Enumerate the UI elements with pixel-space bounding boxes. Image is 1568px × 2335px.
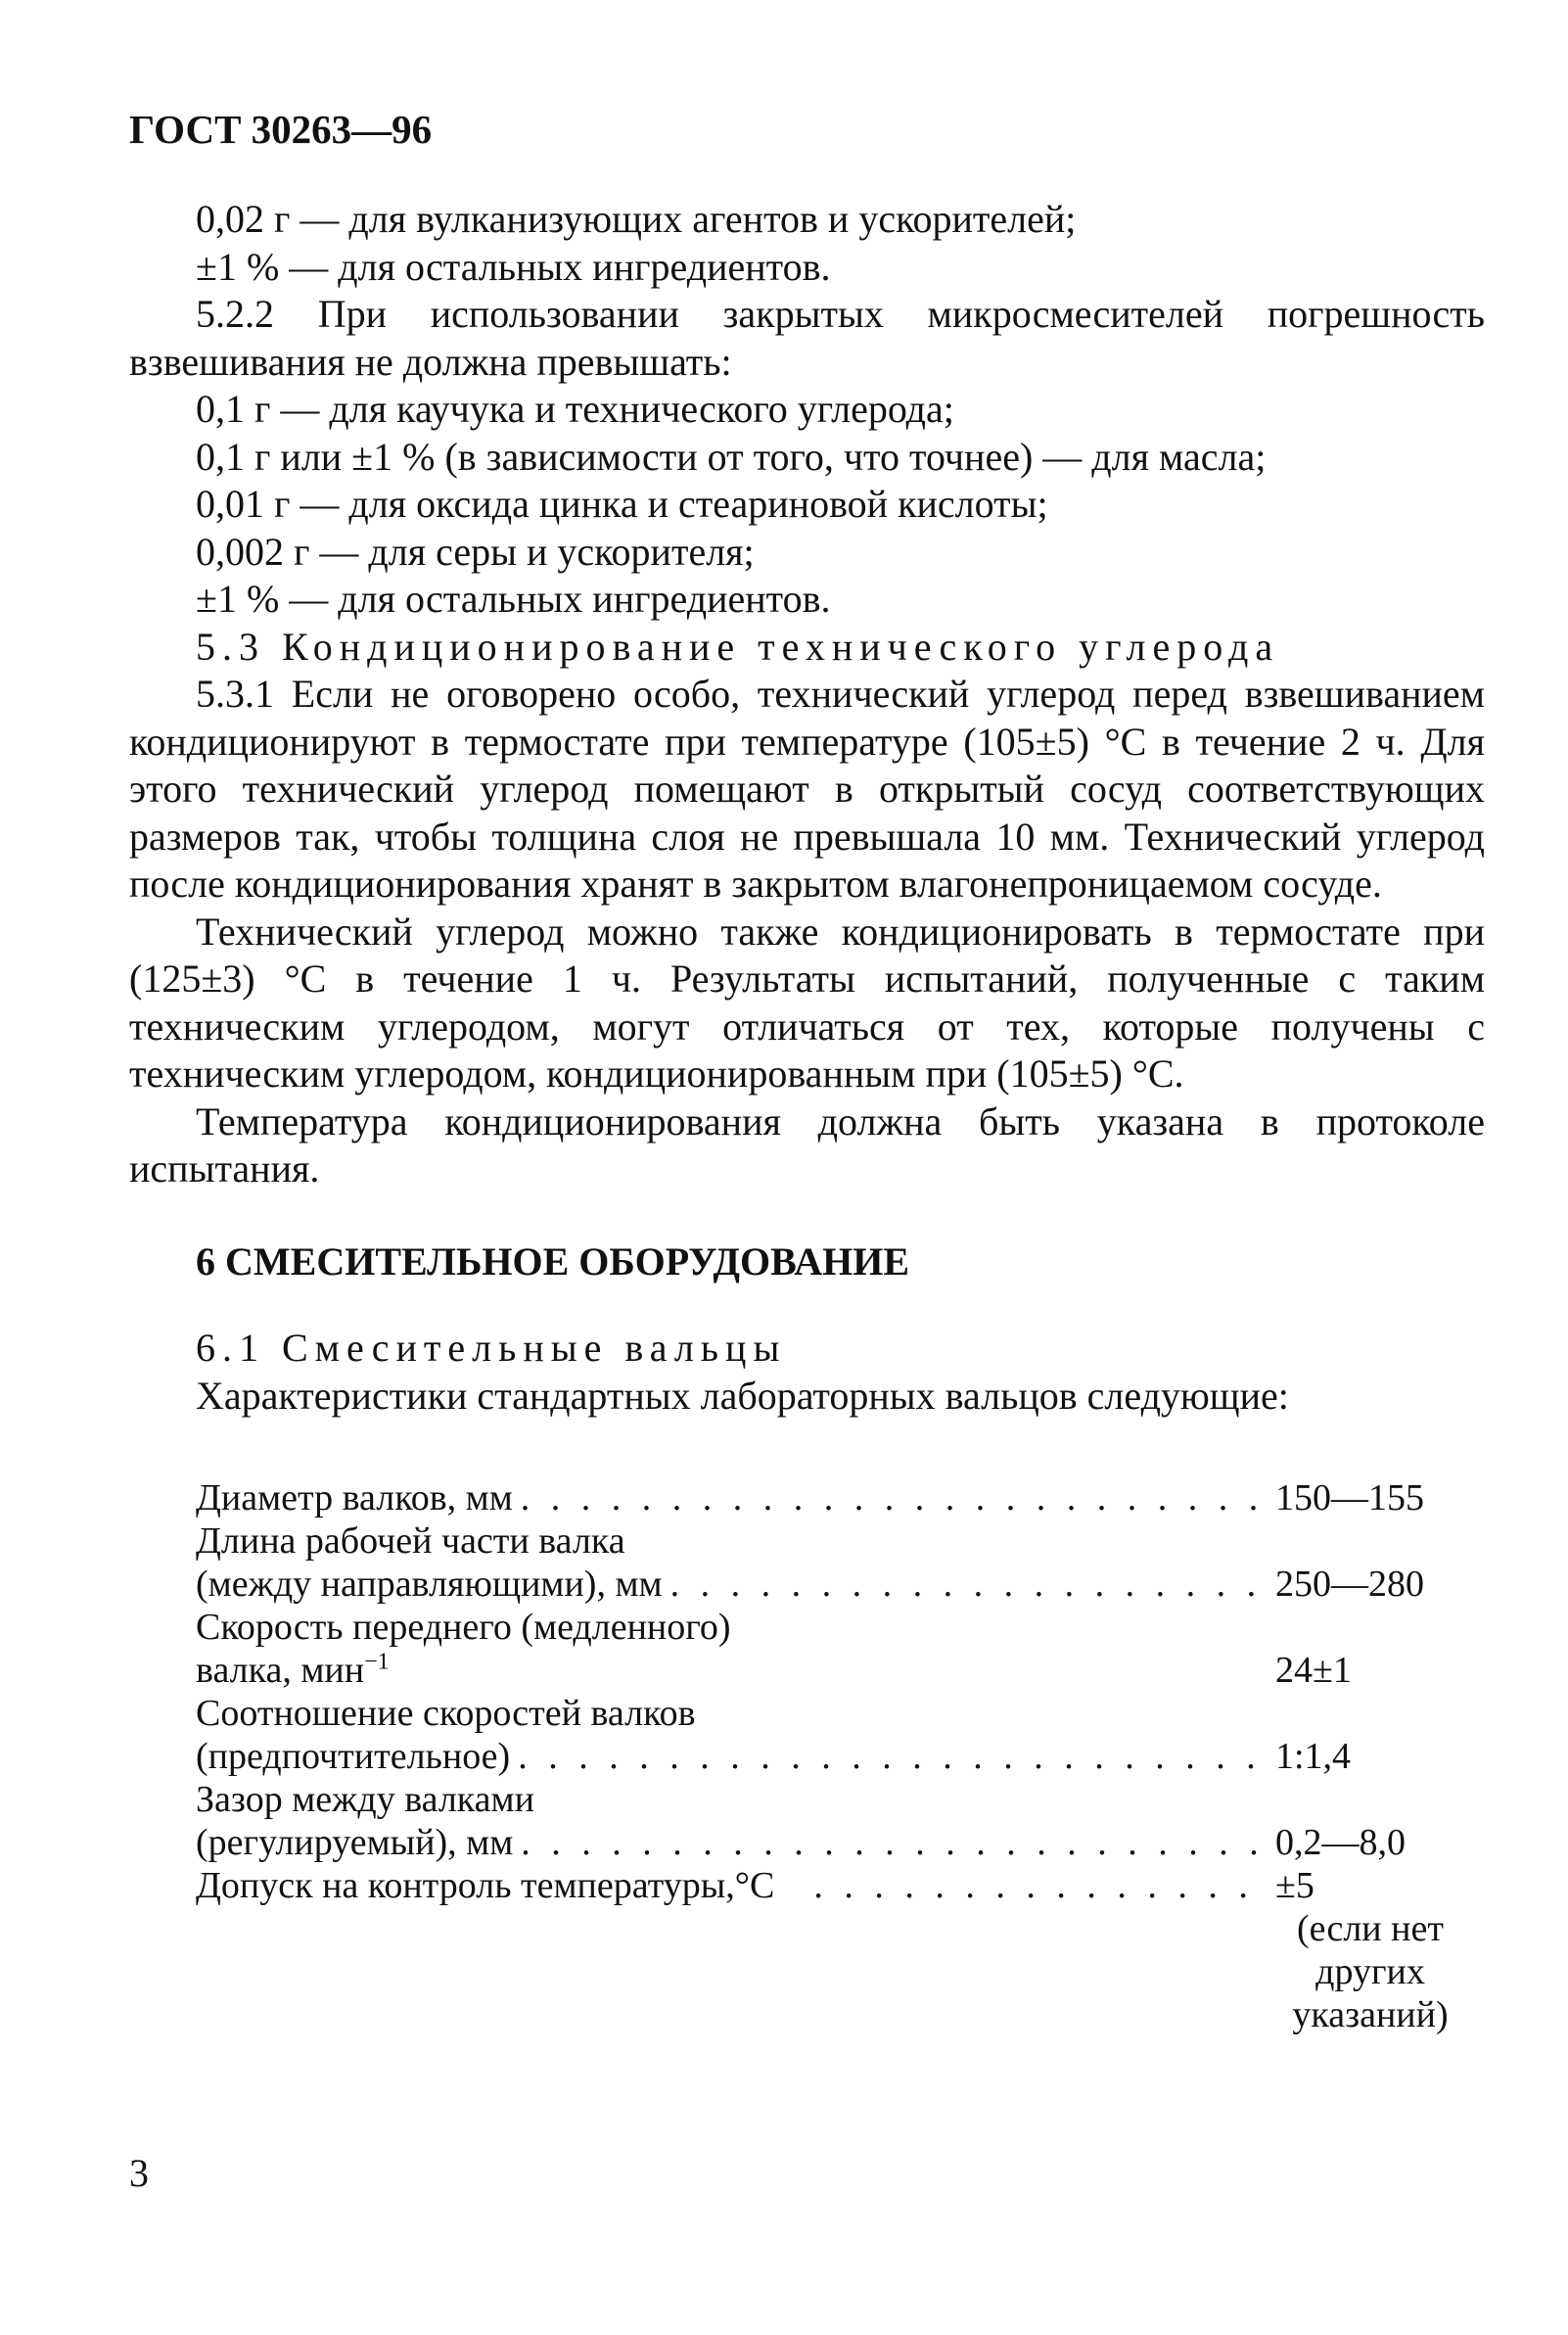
spec-row-length [196,1519,1447,1606]
text-line: 0,01 г — для оксида цинка и стеариновой кислоты; [196,482,1048,526]
page-number: 3 [129,2151,149,2195]
spec-value: 150—155 [1275,1477,1424,1518]
paragraph-5-3-1: 5.3.1 Если не оговорено особо, технический углерод перед взвешиванием кондиционируют в термостате при температуре (105±5) °С в течение 2 ч. Для этого технический углерод помещают в открытый сосуд соответствующих размеров так, чтобы толщина слоя не превышала 10 мм. Технический углерод после кондиционирования хранят в закрытом влагонепроницаемом сосуде. [129,672,1485,906]
spec-row-diameter [196,1476,1447,1519]
spec-label: (между направляющими), мм [196,1564,663,1605]
text-line: ±1 % — для остальных ингредиентов. [196,244,831,289]
spec-label: (предпочтительное) [196,1736,511,1777]
text-line: 0,02 г — для вулканизующих агентов и ускорителей; [196,197,1077,241]
spec-value: 250—280 [1275,1564,1424,1605]
paragraph-temperature: Температура кондиционирования должна быть указана в протоколе испытания. [129,1098,1485,1191]
spec-value: 24±1 [1275,1650,1352,1691]
spec-label: Длина рабочей части валка [196,1520,625,1562]
paragraph-alt-conditioning: Технический углерод можно также кондиционировать в термостате при (125±3) °С в течение 1 ч. Результаты испытаний, полученные с таким техническим углеродом, могут отличаться от тех, которые получены с техническим углеродом, кондиционированным при (105±5) °С. [129,909,1485,1096]
superscript: −1 [364,1649,390,1675]
subheading-6-1: 6.1 Смесительные вальцы [196,1326,787,1370]
dot-leader [518,1735,1266,1778]
dot-leader [521,1821,1266,1864]
text-line: 0,002 г — для серы и ускорителя; [196,529,755,574]
spec-table [196,1476,1447,2036]
dot-leader [813,1864,1266,1907]
spec-value: 1:1,4 [1275,1736,1352,1777]
spec-note-line: других [1315,1951,1425,1992]
dot-leader [670,1563,1266,1606]
spec-row-tolerance [196,1864,1447,2036]
spec-row-ratio [196,1692,1447,1778]
spec-label: Допуск на контроль температуры,°С [196,1865,775,1906]
section-heading-6: 6 СМЕСИТЕЛЬНОЕ ОБОРУДОВАНИЕ [196,1238,910,1284]
text-line: 0,1 г или ±1 % (в зависимости от того, что точнее) — для масла; [196,434,1267,479]
paragraph-5-2-2: 5.2.2 При использовании закрытых микросмесителей погрешность взвешивания не должна превышать: [129,292,1485,384]
subheading-5-3: 5.3 Кондиционирование технического углерода [196,624,1280,669]
spec-label: Соотношение скоростей валков [196,1693,696,1734]
page-header: ГОСТ 30263—96 [129,107,433,152]
spec-row-speed [196,1606,1447,1692]
dot-leader [521,1476,1266,1519]
spec-value: ±5 [1275,1865,1314,1906]
spec-note-line: (если нет [1297,1908,1444,1949]
text-line: Характеристики стандартных лабораторных вальцов следующие: [196,1373,1289,1418]
spec-label: (регулируемый), мм [196,1822,514,1863]
document-body [129,196,1485,2036]
spec-label: Диаметр валков, мм [196,1477,513,1518]
text-line: ±1 % — для остальных ингредиентов. [196,577,831,621]
spec-row-gap [196,1778,1447,1864]
spec-note [1272,1907,1468,2036]
spec-value: 0,2—8,0 [1275,1822,1406,1863]
text-line: 0,1 г — для каучука и технического углерода; [196,387,954,431]
spec-label: Скорость переднего (медленного) [196,1607,731,1648]
spec-note-line: указаний) [1292,1994,1449,2035]
spec-label: Зазор между валками [196,1779,534,1820]
spec-label: валка, мин [196,1650,365,1691]
